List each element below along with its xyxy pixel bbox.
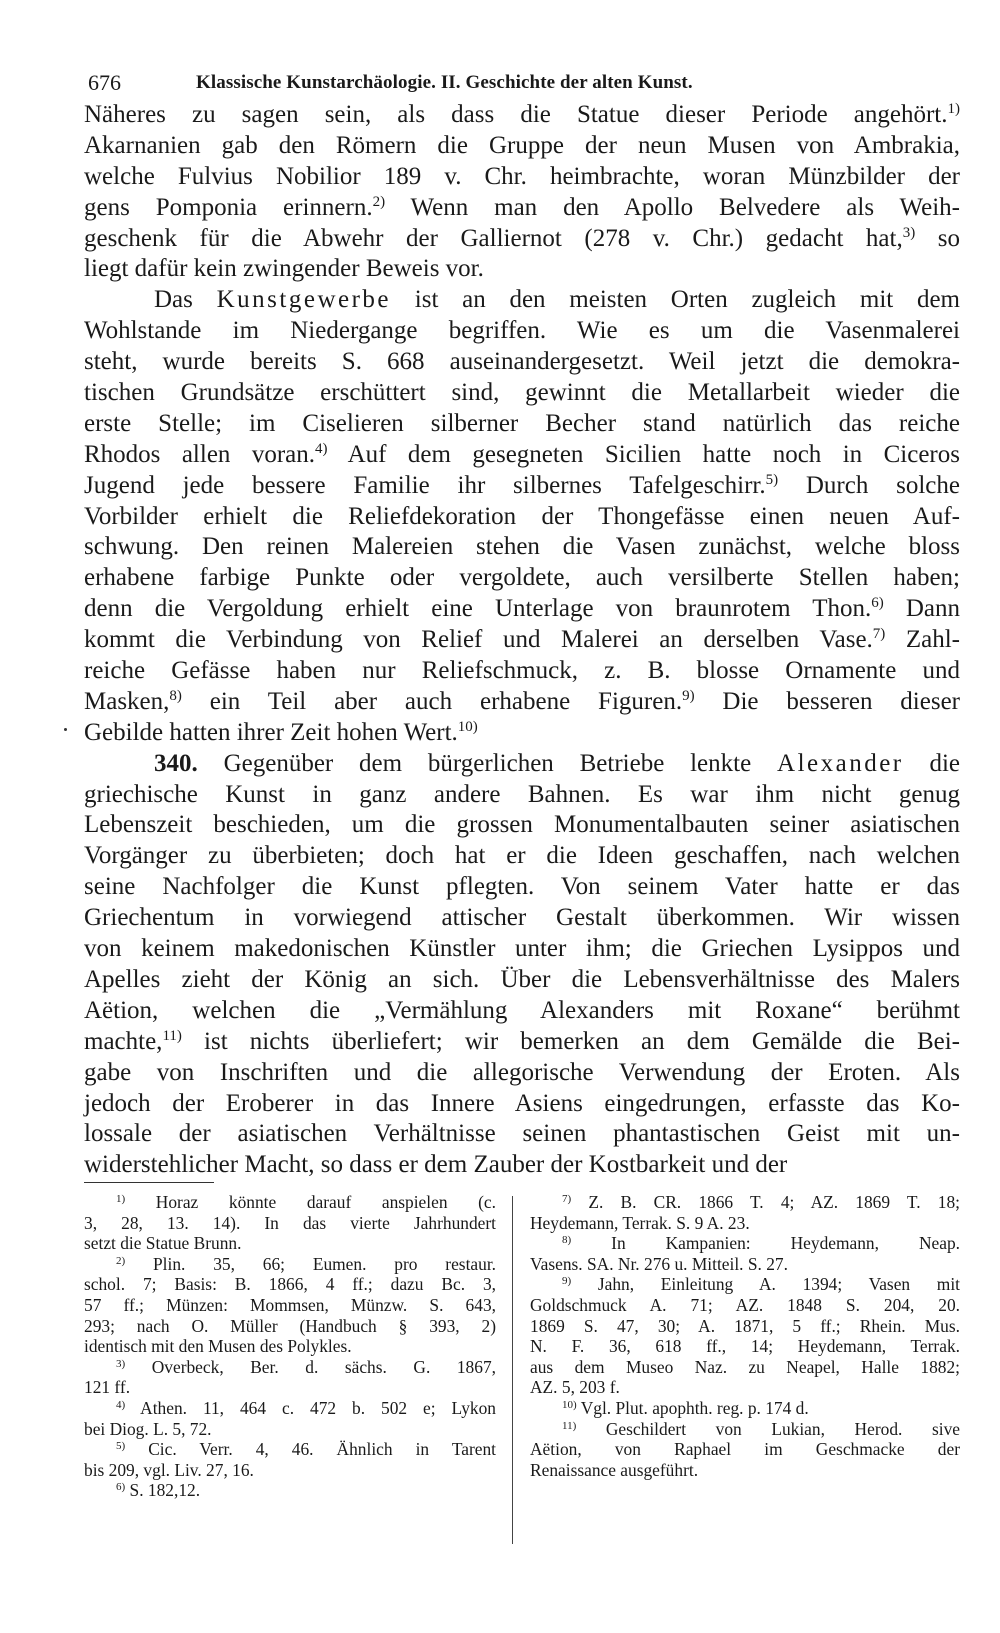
text-line — [84, 471, 960, 502]
text-line — [84, 1058, 960, 1089]
footnote-line — [84, 1192, 496, 1213]
text-run: Overbeck, Ber. d. sächs. G. 1867, — [125, 1356, 496, 1377]
text-run: Näheres zu sagen sein, als dass die Statue dieser Periode angehört. — [84, 101, 948, 128]
footnote-line — [84, 1439, 496, 1460]
text-line — [84, 810, 960, 841]
footnote-number: 4) — [116, 1398, 126, 1411]
text-line — [84, 409, 960, 440]
text-run: liegt dafür kein zwingender Beweis vor. — [84, 255, 484, 283]
text-run: gens Pomponia erinnern. — [84, 193, 373, 221]
text-run: Plin. 35, 66; Eumen. pro restaur. — [125, 1253, 496, 1274]
text-run: 1869 S. 47, 30; A. 1871, 5 ff.; Rhein. Mus. — [530, 1315, 960, 1336]
text-run: Griechentum in vorwiegend attischer Gestalt überkommen. Wir wissen — [84, 904, 960, 932]
footnote-reference: 7) — [872, 626, 886, 643]
footnote-number: 8) — [562, 1234, 572, 1247]
text-run: Gebilde hatten ihrer Zeit hohen Wert. — [84, 718, 458, 746]
footnote-line — [530, 1460, 960, 1481]
text-run: von keinem makedonischen Künstler unter ihm; die Griechen Lysippos und — [84, 935, 960, 963]
text-run: lossale der asiatischen Verhältnisse seinen phantastischen Geist mit un- — [84, 1120, 960, 1148]
text-run: steht, wurde bereits S. 668 auseinandergesetzt. Weil jetzt die demokra- — [84, 348, 960, 376]
text-line — [84, 193, 960, 224]
text-line — [84, 347, 960, 378]
text-run: ist an den meisten Orten zugleich mit dem — [391, 286, 960, 314]
text-run: Auf dem gesegneten Sicilien hatte noch in Ciceros — [327, 440, 960, 468]
text-run: Cic. Verr. 4, 46. Ähnlich in Tarent — [125, 1439, 496, 1460]
text-line — [84, 502, 960, 533]
footnote-line — [530, 1254, 960, 1275]
text-run: In Kampanien: Heydemann, Neap. — [571, 1233, 960, 1254]
text-run: erhabene farbige Punkte oder vergoldete, auch versilberte Stellen haben; — [84, 564, 960, 592]
running-header — [84, 66, 960, 100]
text-line — [84, 780, 960, 811]
text-run: denn die Vergoldung erhielt eine Unterlage von braunrotem Thon. — [84, 595, 872, 623]
text-run: Horaz könnte darauf anspielen (c. — [125, 1192, 496, 1212]
footnote-number: 3) — [116, 1357, 126, 1370]
footnote-reference: 2) — [372, 193, 386, 210]
text-line — [84, 687, 960, 718]
text-run: Rhodos allen voran. — [84, 440, 316, 468]
text-run: gabe von Inschriften und die allegorische Verwendung der Eroten. Als — [84, 1058, 960, 1086]
text-line — [84, 903, 960, 934]
footnote-line — [84, 1233, 496, 1254]
footnote-line — [84, 1398, 496, 1419]
text-run: Akarnanien gab den Römern die Gruppe der neun Musen von Ambrakia, — [84, 131, 960, 159]
text-run: ist nichts überliefert; wir bemerken an dem Gemälde die Bei- — [181, 1027, 960, 1055]
text-run: kommt die Verbindung von Relief und Malerei an derselben Vase. — [84, 626, 873, 654]
text-line — [84, 841, 960, 872]
footnote-line — [530, 1295, 960, 1316]
text-run: Wenn man den Apollo Belvedere als Weih- — [385, 193, 960, 221]
text-run: Gegenüber dem bürgerlichen Betriebe lenkte — [197, 749, 778, 777]
text-line — [84, 656, 960, 687]
text-run: griechische Kunst in ganz andere Bahnen. Es war ihm nicht genug — [84, 780, 960, 808]
text-run: Vgl. Plut. apophth. reg. p. 174 d. — [576, 1397, 809, 1418]
text-run: Vorbilder erhielt die Reliefdekoration der Thongefässe einen neuen Auf- — [84, 502, 960, 530]
text-run: Jahn, Einleitung A. 1394; Vasen mit — [571, 1274, 960, 1295]
text-line — [84, 131, 960, 162]
text-run: Die besseren dieser — [694, 687, 960, 715]
text-run: welche Fulvius Nobilior 189 v. Chr. heimbrachte, woran Münzbilder der — [84, 162, 960, 190]
footnote-line — [530, 1316, 960, 1337]
footnote-reference: 11) — [162, 1027, 182, 1044]
footnote-number: 2) — [116, 1254, 126, 1267]
text-line — [84, 254, 960, 285]
page-number: 676 — [88, 70, 121, 95]
running-title: Klassische Kunstarchäologie. II. Geschichte der alten Kunst. — [196, 72, 693, 93]
footnote-line — [84, 1295, 496, 1316]
text-run: 3, 28, 13. 14). In das vierte Jahrhundert — [84, 1212, 496, 1233]
text-line — [84, 872, 960, 903]
text-line — [84, 594, 960, 625]
text-run: Z. B. CR. 1866 T. 4; AZ. 1869 T. 18; — [571, 1192, 960, 1212]
footnote-line — [530, 1377, 960, 1398]
text-run: Das — [154, 286, 217, 314]
footnote-line — [530, 1192, 960, 1213]
text-run: Apelles zieht der König an sich. Über die Lebensverhältnisse des Malers — [84, 965, 960, 993]
footnote-line — [84, 1254, 496, 1275]
footnote-reference: 5) — [765, 471, 779, 488]
text-run: jedoch der Eroberer in das Innere Asiens eingedrungen, erfasste das Ko- — [84, 1089, 960, 1117]
text-run: Geschildert von Lukian, Herod. sive — [576, 1418, 960, 1439]
text-run: Jugend jede bessere Familie ihr silbernes Tafelgeschirr. — [84, 471, 766, 499]
main-text — [84, 100, 960, 1181]
text-line — [84, 934, 960, 965]
footnotes-right-column — [530, 1192, 960, 1480]
footnote-reference: 9) — [682, 687, 695, 704]
text-run: Aëtion, von Raphael im Geschmacke der — [530, 1439, 960, 1460]
text-run: 121 ff. — [84, 1377, 131, 1398]
footnote-line — [530, 1233, 960, 1254]
text-line — [84, 1119, 960, 1150]
footnote-rule — [84, 1182, 214, 1183]
text-run: Masken, — [84, 687, 170, 715]
footnote-line — [84, 1460, 496, 1481]
text-run: die — [903, 749, 960, 777]
text-line — [84, 316, 960, 347]
text-run: Renaissance ausgeführt. — [530, 1459, 699, 1480]
section-number: 340. — [154, 749, 198, 777]
emphasized-term: Kunstgewerbe — [216, 286, 392, 314]
footnote-number: 5) — [116, 1440, 126, 1453]
footnote-line — [84, 1357, 496, 1378]
text-run: machte, — [84, 1027, 163, 1055]
footnote-number: 11) — [562, 1419, 577, 1432]
text-run: Wohlstande im Niedergange begriffen. Wie es um die Vasenmalerei — [84, 317, 960, 345]
footnote-line — [84, 1316, 496, 1337]
footnote-reference: 3) — [902, 224, 916, 241]
text-run: S. 182,12. — [125, 1480, 201, 1501]
footnotes-left-column — [84, 1192, 496, 1501]
text-line — [84, 285, 960, 316]
footnote-line — [530, 1274, 960, 1295]
footnote-number: 9) — [562, 1275, 572, 1288]
text-run: N. F. 36, 618 ff., 14; Heydemann, Terrak. — [530, 1336, 960, 1357]
footnote-number: 10) — [562, 1398, 577, 1411]
text-run: identisch mit den Musen des Polykles. — [84, 1336, 352, 1357]
text-run: Vorgänger zu überbieten; doch hat er die Ideen geschaffen, nach welchen — [84, 842, 960, 870]
text-line — [84, 965, 960, 996]
text-run: Aëtion, welchen die „Vermählung Alexanders mit Roxane“ berühmt — [84, 996, 960, 1024]
text-run: Lebenszeit beschieden, um die grossen Monumentalbauten seiner asiatischen — [84, 811, 960, 839]
text-line — [84, 100, 960, 131]
footnote-line — [530, 1336, 960, 1357]
footnote-line — [84, 1419, 496, 1440]
footnote-line — [530, 1398, 960, 1419]
text-line — [84, 996, 960, 1027]
text-line — [84, 563, 960, 594]
footnote-line — [84, 1377, 496, 1398]
text-line — [84, 1027, 960, 1058]
footnote-number: 1) — [116, 1193, 126, 1205]
text-run: reiche Gefässe haben nur Reliefschmuck, z. B. blosse Ornamente und — [84, 657, 960, 685]
footnote-column-divider — [512, 1196, 513, 1544]
text-run: Zahl- — [885, 626, 960, 654]
text-line — [84, 1150, 960, 1181]
text-run: AZ. 5, 203 f. — [530, 1377, 620, 1398]
text-line — [84, 718, 960, 749]
text-run: seine Nachfolger die Kunst pflegten. Von seinem Vater hatte er das — [84, 873, 960, 901]
text-run: Heydemann, Terrak. S. 9 A. 23. — [530, 1212, 750, 1233]
footnote-reference: 6) — [871, 595, 884, 612]
text-run: bis 209, vgl. Liv. 27, 16. — [84, 1459, 254, 1480]
text-run: Durch solche — [778, 471, 960, 499]
footnote-line — [84, 1274, 496, 1295]
margin-mark — [64, 728, 67, 731]
text-run: aus dem Museo Naz. zu Neapel, Halle 1882; — [530, 1356, 960, 1377]
text-line — [84, 378, 960, 409]
footnote-line — [530, 1419, 960, 1440]
emphasized-term: Alexander — [777, 749, 904, 777]
text-run: Goldschmuck A. 71; AZ. 1848 S. 204, 20. — [530, 1294, 960, 1315]
text-run: bei Diog. L. 5, 72. — [84, 1418, 212, 1439]
text-line — [84, 749, 960, 780]
footnote-line — [84, 1480, 496, 1501]
footnote-reference: 10) — [457, 718, 478, 735]
text-run: schwung. Den reinen Malereien stehen die Vasen zunächst, welche bloss — [84, 533, 960, 561]
text-run: widerstehlicher Macht, so dass er dem Zauber der Kostbarkeit und der — [84, 1151, 788, 1179]
text-run: Dann — [883, 595, 960, 623]
footnote-number: 7) — [562, 1193, 572, 1205]
footnote-line — [530, 1357, 960, 1378]
text-line — [84, 440, 960, 471]
text-run: erste Stelle; im Ciselieren silberner Becher stand natürlich das reiche — [84, 409, 960, 437]
text-line — [84, 162, 960, 193]
text-run: geschenk für die Abwehr der Galliernot (278 v. Chr.) gedacht hat, — [84, 224, 903, 252]
text-run: so — [915, 224, 961, 252]
footnote-number: 6) — [116, 1481, 126, 1494]
footnote-reference: 8) — [169, 687, 182, 704]
text-run: Athen. 11, 464 c. 472 b. 502 e; Lykon — [125, 1397, 496, 1418]
footnote-reference: 1) — [947, 101, 960, 117]
text-line — [84, 532, 960, 563]
text-run: setzt die Statue Brunn. — [84, 1233, 242, 1254]
text-line — [84, 1089, 960, 1120]
text-run: 57 ff.; Münzen: Mommsen, Münzw. S. 643, — [84, 1294, 496, 1315]
text-line — [84, 625, 960, 656]
footnote-line — [84, 1336, 496, 1357]
text-run: Vasens. SA. Nr. 276 u. Mitteil. S. 27. — [530, 1253, 788, 1274]
footnote-reference: 4) — [315, 440, 328, 457]
footnote-line — [530, 1439, 960, 1460]
text-run: ein Teil aber auch erhabene Figuren. — [181, 687, 683, 715]
text-run: schol. 7; Basis: B. 1866, 4 ff.; dazu Bc. 3, — [84, 1274, 496, 1295]
text-line — [84, 224, 960, 255]
footnote-line — [84, 1213, 496, 1234]
footnote-line — [530, 1213, 960, 1234]
text-run: 293; nach O. Müller (Handbuch § 393, 2) — [84, 1315, 496, 1336]
text-run: tischen Grundsätze erschüttert sind, gewinnt die Metallarbeit wieder die — [84, 379, 960, 407]
